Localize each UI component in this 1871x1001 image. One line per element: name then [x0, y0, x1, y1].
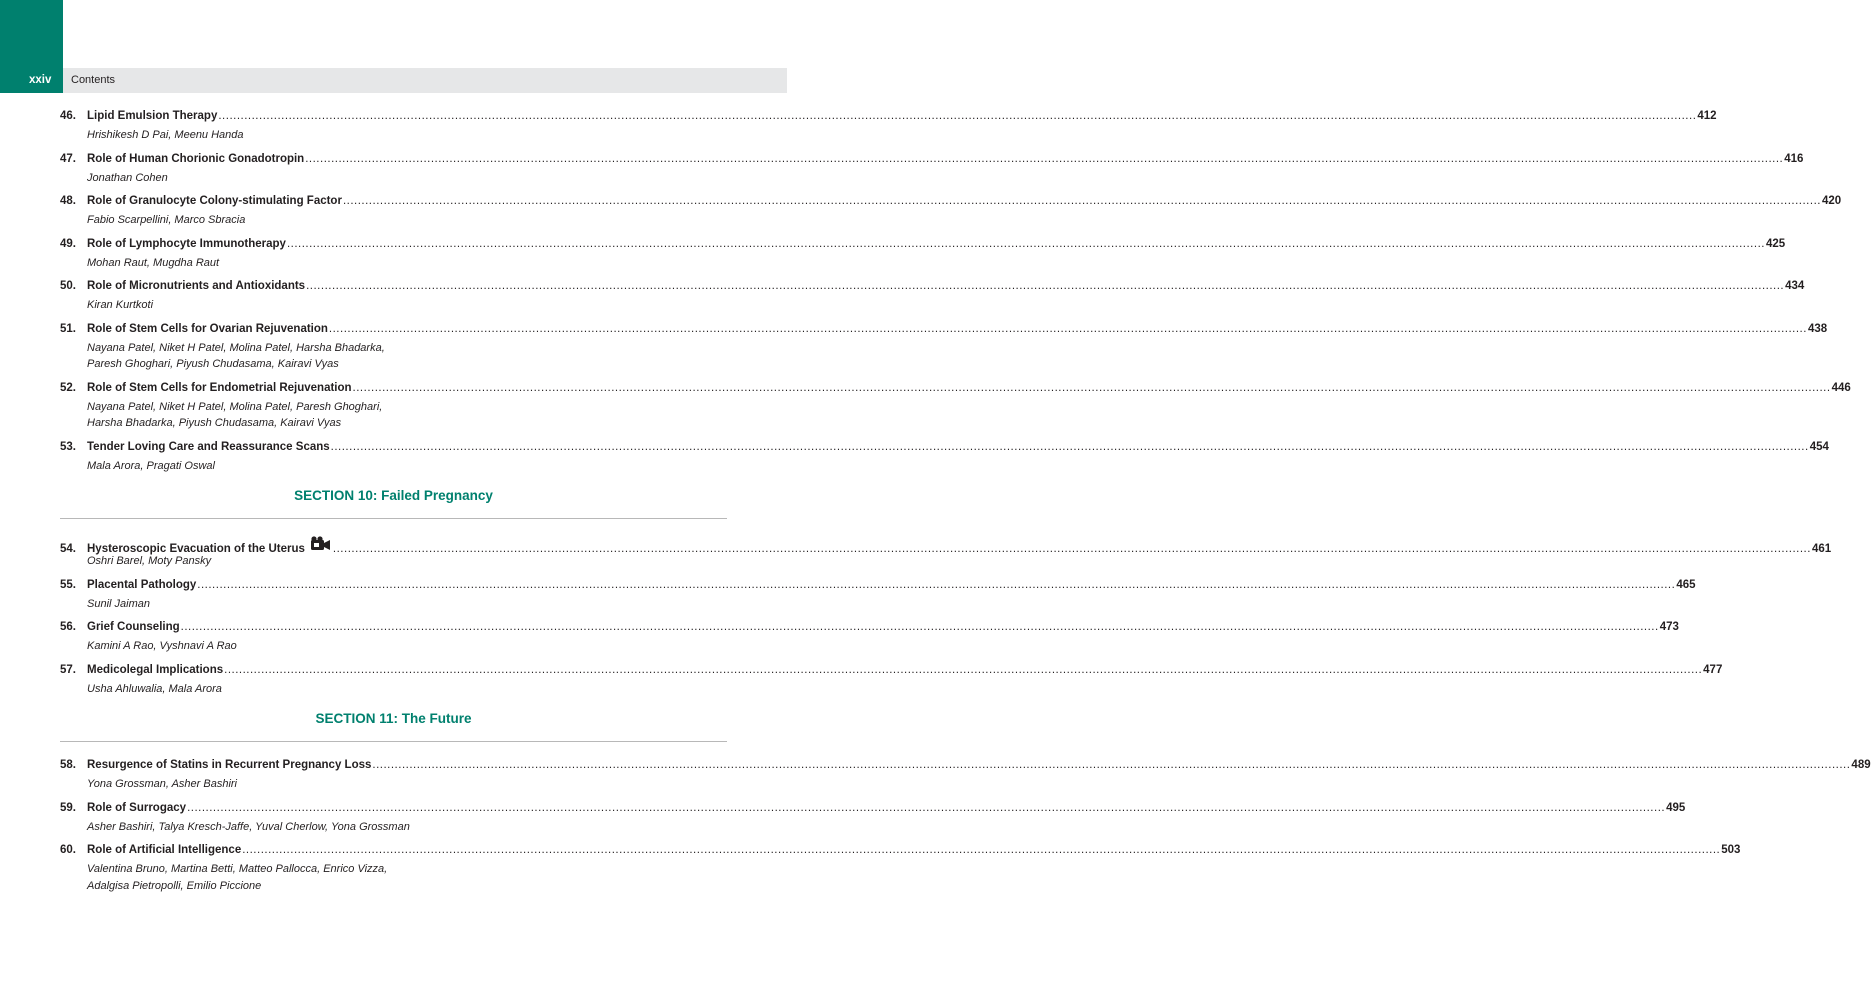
chapter-title[interactable]: Role of Stem Cells for Ovarian Rejuvenation [87, 322, 328, 335]
author-line: Paresh Ghoghari, Piyush Chudasama, Kairavi Vyas [87, 358, 339, 370]
toc-entry-line [60, 381, 1851, 399]
toc-entry-line [60, 440, 1829, 458]
chapter-authors [87, 776, 727, 793]
author-line: Nayana Patel, Niket H Patel, Molina Patel, Paresh Ghoghari, [87, 400, 383, 413]
chapter-title[interactable]: Resurgence of Statins in Recurrent Pregnancy Loss [87, 759, 372, 771]
chapter-number: 58. [60, 759, 76, 771]
page-number-ref: 465 [1676, 578, 1696, 591]
chapter-title[interactable]: Hysteroscopic Evacuation of the Uterus [87, 543, 305, 555]
chapter-number: 53. [60, 440, 76, 453]
toc-entry[interactable] [60, 322, 1828, 373]
author-line: Mohan Raut, Mugdha Raut [87, 256, 220, 269]
page-number-ref: 454 [1809, 440, 1829, 453]
dot-leader: ................................................................................................................................................................................................................................................................................................................................................................................................................ [306, 280, 1785, 292]
chapter-authors [87, 127, 727, 144]
toc-entry[interactable] [60, 440, 1829, 475]
running-head: Contents [71, 74, 116, 86]
chapter-authors [87, 297, 727, 314]
chapter-authors [87, 596, 727, 613]
chapter-authors [87, 458, 727, 475]
page-number-ref: 495 [1666, 801, 1686, 814]
author-line: Fabio Scarpellini, Marco Sbracia [87, 214, 246, 226]
page-number-ref: 416 [1784, 152, 1804, 165]
author-line: Jonathan Cohen [87, 171, 168, 184]
dot-leader: ................................................................................................................................................................................................................................................................................................................................................................................................................ [305, 152, 1784, 165]
toc-entry[interactable] [60, 280, 1805, 314]
chapter-authors [87, 681, 727, 698]
chapter-number: 59. [60, 801, 76, 814]
dot-leader: ................................................................................................................................................................................................................................................................................................................................................................................................................ [218, 110, 1697, 122]
author-line: Mala Arora, Pragati Oswal [87, 459, 215, 472]
author-line: Nayana Patel, Niket H Patel, Molina Patel, Harsha Bhadarka, [87, 341, 385, 354]
toc-entry[interactable] [60, 801, 1686, 836]
page-number-ref: 473 [1659, 621, 1679, 633]
chapter-number: 48. [60, 195, 76, 207]
chapter-title[interactable]: Role of Lymphocyte Immunotherapy [87, 237, 286, 250]
chapter-title[interactable]: Role of Micronutrients and Antioxidants [87, 280, 306, 292]
dot-leader: ................................................................................................................................................................................................................................................................................................................................................................................................................ [332, 543, 1811, 555]
toc-entry-line [60, 152, 1804, 170]
toc-entry-line [60, 621, 1679, 638]
chapter-number: 52. [60, 381, 76, 394]
toc-entry-line [60, 536, 1832, 555]
dot-leader: ................................................................................................................................................................................................................................................................................................................................................................................................................ [330, 440, 1809, 453]
dot-leader: ................................................................................................................................................................................................................................................................................................................................................................................................................ [242, 844, 1721, 856]
author-line: Harsha Bhadarka, Piyush Chudasama, Kairavi Vyas [87, 417, 342, 429]
page-number-ref: 438 [1807, 322, 1828, 335]
page-number-ref: 477 [1703, 663, 1723, 676]
chapter-authors [87, 212, 727, 229]
page-number-ref: 412 [1697, 110, 1717, 122]
dot-leader: ................................................................................................................................................................................................................................................................................................................................................................................................................ [352, 381, 1831, 394]
page-number: xxiv [29, 74, 52, 86]
page-number-ref: 489 [1851, 759, 1871, 771]
toc-entry-line [60, 237, 1786, 255]
chapter-authors [87, 255, 727, 272]
author-line: Sunil Jaiman [87, 597, 150, 610]
toc-entry-line [60, 195, 1842, 212]
page-number-ref: 461 [1811, 543, 1832, 555]
chapter-number: 57. [60, 663, 76, 676]
dot-leader: ................................................................................................................................................................................................................................................................................................................................................................................................................ [286, 237, 1765, 250]
page-number-ref: 425 [1765, 237, 1786, 250]
chapter-title[interactable]: Role of Surrogacy [87, 801, 187, 814]
author-line: Asher Bashiri, Talya Kresch-Jaffe, Yuval Cherlow, Yona Grossman [87, 820, 410, 833]
toc-entry[interactable] [60, 663, 1723, 698]
author-line: Oshri Barel, Moty Pansky [87, 555, 212, 567]
chapter-number: 47. [60, 152, 76, 165]
toc-entry-line [60, 110, 1717, 127]
toc-entry[interactable] [60, 195, 1842, 229]
toc-group-3 [60, 759, 1871, 894]
page-number-ref: 420 [1821, 195, 1842, 207]
section-heading-10: SECTION 10: Failed Pregnancy [60, 474, 727, 519]
chapter-authors [87, 638, 727, 655]
toc-entry[interactable] [60, 578, 1696, 613]
author-line: Yona Grossman, Asher Bashiri [87, 778, 237, 790]
dot-leader: ................................................................................................................................................................................................................................................................................................................................................................................................................ [187, 801, 1666, 814]
toc-entry-line [60, 578, 1696, 596]
chapter-title[interactable]: Role of Stem Cells for Endometrial Rejuvenation [87, 381, 352, 394]
chapter-title[interactable]: Lipid Emulsion Therapy [87, 110, 218, 122]
chapter-number: 50. [60, 280, 76, 292]
chapter-authors [87, 170, 727, 187]
header-bar [63, 68, 787, 93]
toc-entry-line [60, 322, 1828, 340]
dot-leader: ................................................................................................................................................................................................................................................................................................................................................................................................................ [342, 195, 1821, 207]
chapter-number: 51. [60, 322, 76, 335]
section-heading-11: SECTION 11: The Future [60, 697, 727, 742]
chapter-title[interactable]: Role of Human Chorionic Gonadotropin [87, 152, 305, 165]
chapter-number: 46. [60, 110, 76, 122]
page-number-ref: 446 [1831, 381, 1851, 394]
toc-entry[interactable] [60, 152, 1804, 187]
chapter-number: 56. [60, 621, 76, 633]
toc-entry[interactable] [60, 759, 1871, 793]
chapter-number: 49. [60, 237, 76, 250]
author-line: Kamini A Rao, Vyshnavi A Rao [87, 640, 237, 652]
toc-entry[interactable] [60, 110, 1717, 144]
toc-entry-line [60, 280, 1805, 297]
chapter-title[interactable]: Medicolegal Implications [87, 663, 224, 676]
chapter-number: 55. [60, 578, 76, 591]
author-line: Valentina Bruno, Martina Betti, Matteo Pallocca, Enrico Vizza, [87, 863, 388, 875]
chapter-number: 54. [60, 543, 76, 555]
toc-entry[interactable] [60, 381, 1851, 432]
chapter-authors [87, 399, 727, 432]
toc-entry[interactable] [60, 844, 1741, 894]
toc-entry[interactable] [60, 621, 1679, 655]
toc-entry-line [60, 663, 1723, 681]
chapter-authors [87, 861, 727, 894]
chapter-number: 60. [60, 844, 76, 856]
toc-entry-line [60, 844, 1741, 861]
toc-entry-line [60, 801, 1686, 819]
toc-entry[interactable] [60, 237, 1786, 272]
dot-leader: ................................................................................................................................................................................................................................................................................................................................................................................................................ [197, 578, 1676, 591]
chapter-title[interactable]: Grief Counseling [87, 621, 180, 633]
chapter-authors [87, 819, 727, 836]
chapter-title[interactable]: Placental Pathology [87, 578, 197, 591]
table-of-contents [60, 110, 1871, 894]
dot-leader: ................................................................................................................................................................................................................................................................................................................................................................................................................ [180, 621, 1659, 633]
author-line: Usha Ahluwalia, Mala Arora [87, 682, 222, 695]
chapter-authors [87, 553, 727, 570]
chapter-title[interactable]: Role of Artificial Intelligence [87, 844, 242, 856]
author-line: Adalgisa Pietropolli, Emilio Piccione [87, 879, 262, 892]
toc-group-1 [60, 110, 1851, 474]
toc-group-2 [60, 536, 1832, 697]
toc-entry[interactable] [60, 536, 1832, 570]
dot-leader: ................................................................................................................................................................................................................................................................................................................................................................................................................ [328, 322, 1807, 335]
dot-leader: ................................................................................................................................................................................................................................................................................................................................................................................................................ [224, 663, 1703, 676]
dot-leader: ................................................................................................................................................................................................................................................................................................................................................................................................................ [372, 759, 1851, 771]
chapter-title[interactable]: Role of Granulocyte Colony-stimulating Factor [87, 195, 342, 207]
video-camera-icon [308, 536, 332, 555]
page-number-ref: 503 [1721, 844, 1741, 856]
author-line: Kiran Kurtkoti [87, 299, 154, 311]
toc-entry-line [60, 759, 1871, 776]
page-number-ref: 434 [1785, 280, 1805, 292]
chapter-authors [87, 340, 727, 373]
chapter-title[interactable]: Tender Loving Care and Reassurance Scans [87, 440, 330, 453]
author-line: Hrishikesh D Pai, Meenu Handa [87, 129, 244, 141]
